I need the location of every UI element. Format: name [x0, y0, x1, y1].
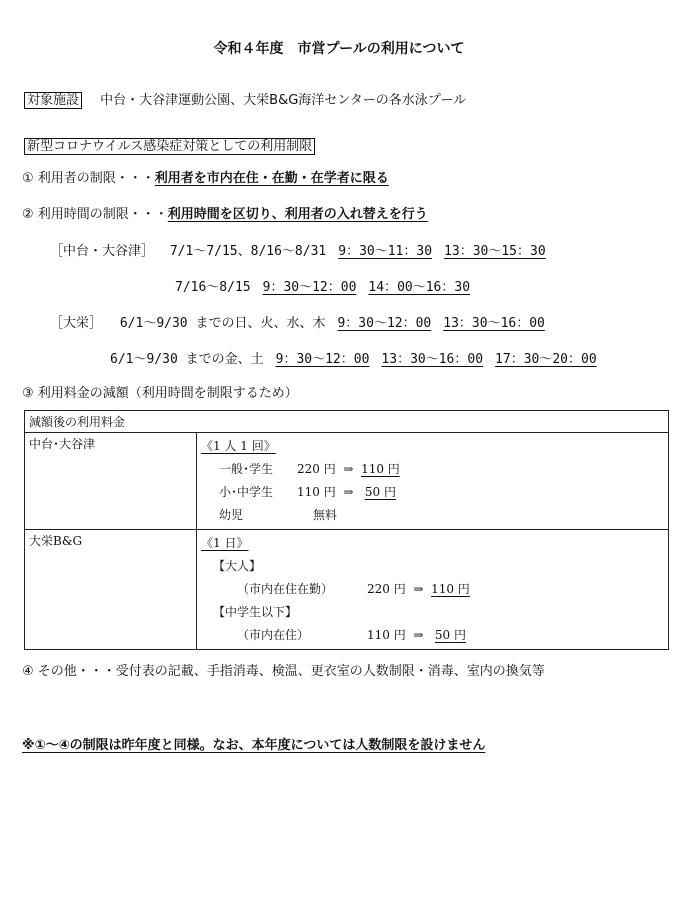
fee-after: 50 円 — [364, 485, 396, 499]
table-row — [25, 433, 669, 530]
schedule-slot: 14：00～16：30 — [368, 280, 471, 295]
schedule-taiei-row-2 — [110, 348, 597, 367]
fee-after: 110 円 — [361, 462, 400, 476]
fee-child-label: 【中学生以下】 — [213, 605, 298, 619]
schedule-slot: 9：30～12：00 — [262, 280, 357, 295]
facility-line — [24, 89, 466, 108]
schedule-slot: 13：30～16：00 — [381, 352, 484, 367]
item-one-text: 利用者を市内在住・在勤・在学者に限る — [154, 171, 389, 186]
fee-row — [201, 458, 664, 481]
item-two — [22, 203, 428, 222]
page-title: 令和４年度 市営プールの利用について — [213, 41, 465, 57]
item-one-lead: ① 利用者の制限・・・ — [22, 171, 155, 186]
schedule-slot: 9：30～12：00 — [337, 316, 432, 331]
facility-label: 対象施設 — [24, 92, 82, 109]
fee-nakadai-detail — [197, 433, 669, 530]
table-row — [25, 411, 669, 433]
fee-facility-nakadai: 中台･大谷津 — [25, 433, 197, 530]
item-two-text: 利用時間を区切り、利用者の入れ替えを行う — [167, 207, 428, 222]
fee-before: 220 円 — [297, 462, 336, 476]
schedule-taiei-row-1 — [50, 312, 545, 331]
facility-text: 中台・大谷津運動公園、大栄B&G海洋センターの各水泳プール — [100, 93, 467, 108]
fee-row — [201, 624, 664, 647]
table-row — [25, 530, 669, 650]
fee-arrow: ⇒ — [343, 485, 354, 499]
item-four: ④ その他・・・受付表の記載、手指消毒、検温、更衣室の人数制限・消毒、室内の換気等 — [22, 664, 545, 679]
schedule-slot: 9：30～11：30 — [338, 244, 433, 259]
fee-after: 50 円 — [434, 628, 466, 642]
closing-note: ※①～④の制限は昨年度と同様。なお、本年度については人数制限を設けません — [22, 738, 486, 753]
section-heading-text: 新型コロナウイルス感染症対策としての利用制限 — [24, 138, 315, 155]
fee-adult-label: 【大人】 — [213, 559, 262, 573]
schedule-taiei-label: ［大栄］ — [50, 316, 103, 331]
fee-arrow: ⇒ — [413, 628, 424, 642]
fee-before: 無料 — [313, 508, 338, 522]
schedule-slot: 13：30～16：00 — [443, 316, 545, 331]
fee-category: （市内在住在勤） — [237, 582, 334, 596]
fee-row — [201, 481, 664, 504]
fee-row — [201, 578, 664, 601]
fee-unit: 《1 日》 — [201, 536, 249, 550]
schedule-period: 6/1～9/30 までの日、火、水、木 — [119, 316, 326, 331]
section-heading — [24, 135, 315, 154]
schedule-slot: 13：30～15：30 — [444, 244, 546, 259]
fee-row — [201, 504, 664, 527]
fee-unit: 《1 人 1 回》 — [201, 439, 276, 453]
fee-category: 一般･学生 — [219, 462, 274, 476]
fee-category: （市内在住） — [237, 628, 310, 642]
fee-after: 110 円 — [431, 582, 470, 596]
fee-category: 小･中学生 — [219, 485, 274, 499]
fee-table-header: 減額後の利用料金 — [25, 411, 669, 433]
item-two-lead: ② 利用時間の制限・・・ — [22, 207, 168, 222]
schedule-nakadai-label: ［中台・大谷津］ — [50, 244, 155, 259]
schedule-nakadai-row-1 — [50, 240, 546, 259]
fee-table — [24, 410, 669, 650]
fee-facility-taiei: 大栄B&G — [25, 530, 197, 650]
schedule-slot: 17：30～20：00 — [495, 352, 597, 367]
schedule-period: 7/16～8/15 — [175, 280, 251, 295]
fee-arrow: ⇒ — [413, 582, 424, 596]
schedule-slot: 9：30～12：00 — [275, 352, 370, 367]
item-three: ③ 利用料金の減額（利用時間を制限するため） — [22, 386, 298, 401]
item-one — [22, 167, 389, 186]
fee-category: 幼児 — [219, 508, 244, 522]
fee-before: 110 円 — [297, 485, 336, 499]
schedule-nakadai-row-2 — [175, 276, 470, 295]
fee-before: 110 円 — [367, 628, 406, 642]
fee-before: 220 円 — [367, 582, 406, 596]
fee-arrow: ⇒ — [343, 462, 354, 476]
fee-taiei-detail — [197, 530, 669, 650]
schedule-period: 6/1～9/30 までの金、土 — [110, 352, 264, 367]
schedule-period: 7/1～7/15、8/16～8/31 — [169, 244, 327, 259]
